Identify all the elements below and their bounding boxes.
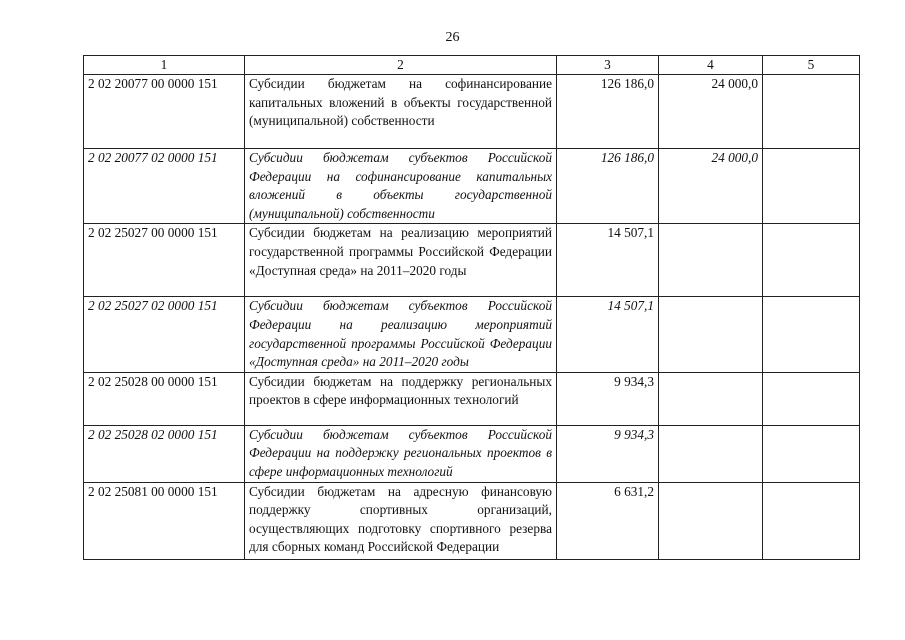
amount-col5: [763, 482, 860, 559]
amount-col5: [763, 224, 860, 297]
table-row: [84, 425, 860, 482]
item-name: Субсидии бюджетам субъектов Российской Федерации на реализацию мероприятий государственной программы Российской Федерации «Доступная среда» на 2011–2020 годы: [245, 297, 557, 372]
amount-col5: [763, 425, 860, 482]
budget-table: [83, 55, 860, 560]
budget-code: 2 02 25028 02 0000 151: [84, 425, 245, 482]
budget-code: 2 02 25081 00 0000 151: [84, 482, 245, 559]
table-row: [84, 224, 860, 297]
page-number: 26: [445, 30, 460, 45]
header-col-2: 2: [245, 56, 557, 75]
amount-col3: 14 507,1: [557, 297, 659, 372]
header-row: [84, 56, 860, 75]
amount-col5: [763, 149, 860, 224]
budget-code: 2 02 25027 00 0000 151: [84, 224, 245, 297]
item-name: Субсидии бюджетам на реализацию мероприятий государственной программы Российской Федерации «Доступная среда» на 2011–2020 годы: [245, 224, 557, 297]
item-name: Субсидии бюджетам субъектов Российской Федерации на поддержку региональных проектов в сфере информационных технологий: [245, 425, 557, 482]
amount-col4: 24 000,0: [659, 149, 763, 224]
amount-col4: [659, 372, 763, 425]
item-name: Субсидии бюджетам на адресную финансовую поддержку спортивных организаций, осуществляющих подготовку спортивного резерва для сборных команд Российской Федерации: [245, 482, 557, 559]
amount-col4: [659, 224, 763, 297]
table-row: [84, 372, 860, 425]
budget-code: 2 02 20077 00 0000 151: [84, 75, 245, 149]
header-col-5: 5: [763, 56, 860, 75]
header-col-1: 1: [84, 56, 245, 75]
item-name: Субсидии бюджетам субъектов Российской Федерации на софинансирование капитальных вложений в объекты государственной (муниципальной) собственности: [245, 149, 557, 224]
amount-col3: 9 934,3: [557, 425, 659, 482]
amount-col3: 14 507,1: [557, 224, 659, 297]
table-row: [84, 149, 860, 224]
amount-col3: 6 631,2: [557, 482, 659, 559]
table-row: [84, 482, 860, 559]
table-row: [84, 297, 860, 372]
header-col-4: 4: [659, 56, 763, 75]
item-name: Субсидии бюджетам на софинансирование капитальных вложений в объекты государственной (муниципальной) собственности: [245, 75, 557, 149]
amount-col3: 9 934,3: [557, 372, 659, 425]
table-row: [84, 75, 860, 149]
amount-col4: [659, 297, 763, 372]
budget-code: 2 02 25028 00 0000 151: [84, 372, 245, 425]
amount-col5: [763, 75, 860, 149]
amount-col3: 126 186,0: [557, 149, 659, 224]
amount-col4: [659, 482, 763, 559]
amount-col4: [659, 425, 763, 482]
budget-code: 2 02 20077 02 0000 151: [84, 149, 245, 224]
header-col-3: 3: [557, 56, 659, 75]
amount-col3: 126 186,0: [557, 75, 659, 149]
budget-code: 2 02 25027 02 0000 151: [84, 297, 245, 372]
amount-col4: 24 000,0: [659, 75, 763, 149]
amount-col5: [763, 297, 860, 372]
amount-col5: [763, 372, 860, 425]
item-name: Субсидии бюджетам на поддержку региональных проектов в сфере информационных технологий: [245, 372, 557, 425]
